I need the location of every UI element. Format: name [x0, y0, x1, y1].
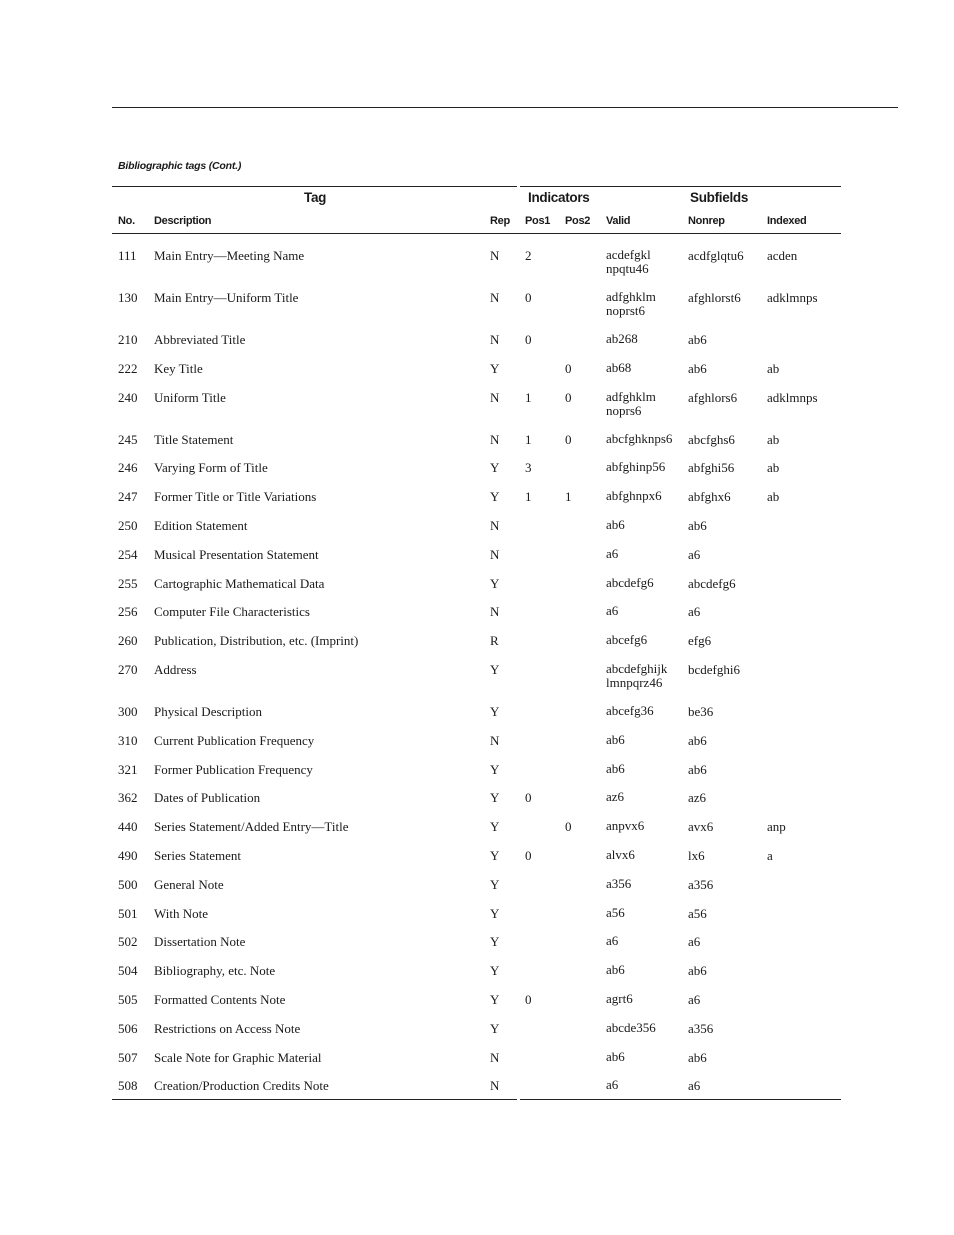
cell-desc: Varying Form of Title [154, 460, 268, 476]
cell-valid [606, 290, 656, 318]
cell-no: 111 [118, 248, 137, 263]
cell-desc: Creation/Production Credits Note [154, 1078, 329, 1094]
cell-desc: Scale Note for Graphic Material [154, 1049, 322, 1065]
cell-valid [606, 790, 624, 804]
cell-valid-line: a6 [606, 1077, 619, 1093]
cell-valid-line: ab6 [606, 516, 625, 532]
table-row [112, 324, 841, 353]
cell-rep: Y [490, 905, 500, 921]
cell-nonrep: a6 [688, 1078, 701, 1094]
cell-valid-line: lmnpqrz46 [606, 674, 663, 690]
cell-valid-line: acdefgkl [606, 247, 651, 262]
cell-nonrep: avx6 [688, 819, 714, 835]
cell-indexed: ab [767, 360, 780, 376]
cell-rep: Y [490, 876, 500, 892]
col-header-indexed: Indexed [767, 215, 807, 227]
cell-no: 507 [118, 1049, 138, 1065]
cell-nonrep: abcdefg6 [688, 575, 736, 591]
cell-desc: Musical Presentation Statement [154, 546, 319, 562]
cell-rep: Y [490, 819, 500, 835]
cell-desc: Main Entry—Uniform Title [154, 290, 299, 305]
cell-nonrep: afghlors6 [688, 389, 738, 405]
cell-no: 130 [118, 290, 138, 305]
cell-no: 246 [118, 460, 138, 476]
table-row [112, 539, 841, 568]
cell-nonrep: abfghi56 [688, 460, 735, 476]
table-row [112, 481, 841, 510]
cell-indexed: anp [767, 819, 786, 835]
cell-no: 250 [118, 517, 138, 533]
cell-no: 254 [118, 546, 138, 562]
cell-rep: Y [490, 1020, 500, 1036]
cell-no: 240 [118, 389, 138, 405]
cell-desc: Restrictions on Access Note [154, 1020, 301, 1036]
cell-nonrep: afghlorst6 [688, 290, 741, 305]
cell-nonrep: abfghx6 [688, 489, 731, 505]
table-row [112, 840, 841, 869]
cell-valid-line: agrt6 [606, 990, 633, 1006]
cell-pos2: 0 [565, 819, 572, 835]
cell-no: 500 [118, 876, 138, 892]
cell-valid [606, 1078, 618, 1092]
table-row [112, 282, 841, 324]
cell-nonrep: efg6 [688, 633, 712, 649]
cell-rep: N [490, 604, 500, 620]
group-label-subfields: Subfields [690, 190, 749, 205]
cell-rep: Y [490, 847, 500, 863]
cell-rep: Y [490, 460, 500, 476]
cell-nonrep: ab6 [688, 332, 707, 347]
cell-valid [606, 848, 635, 862]
cell-valid-line: noprst6 [606, 303, 645, 318]
cell-valid [606, 547, 618, 561]
cell-valid [606, 733, 625, 747]
cell-valid [606, 248, 651, 276]
cell-valid [606, 934, 618, 948]
cell-nonrep: ab6 [688, 732, 707, 748]
cell-pos1: 0 [525, 991, 532, 1007]
cell-nonrep: a6 [688, 934, 701, 950]
cell-nonrep: ab6 [688, 963, 707, 979]
cell-valid-line: abcfghknps6 [606, 430, 673, 446]
table-row [112, 811, 841, 840]
cell-no: 490 [118, 847, 138, 863]
group-rule-right [520, 186, 841, 187]
cell-rep: N [490, 732, 500, 748]
cell-valid [606, 662, 667, 690]
cell-valid-line: abfghinp56 [606, 459, 666, 475]
cell-valid [606, 432, 672, 446]
cell-rep: N [490, 248, 500, 263]
cell-valid [606, 361, 631, 375]
cell-no: 300 [118, 703, 138, 719]
group-label-tag: Tag [304, 190, 327, 205]
table-row [112, 382, 841, 424]
cell-valid [606, 1050, 625, 1064]
table-row [112, 696, 841, 725]
cell-indexed: adklmnps [767, 389, 818, 405]
cell-desc: Uniform Title [154, 389, 226, 405]
cell-desc: Dissertation Note [154, 934, 246, 950]
cell-rep: N [490, 389, 500, 405]
col-header-nonrep: Nonrep [688, 215, 725, 227]
group-header-row [112, 186, 841, 210]
cell-no: 210 [118, 332, 138, 347]
cell-valid-line: az6 [606, 789, 625, 805]
cell-desc: Main Entry—Meeting Name [154, 248, 305, 263]
table-row [112, 568, 841, 597]
cell-valid-line: a6 [606, 545, 619, 561]
cell-desc: Publication, Distribution, etc. (Imprint) [154, 633, 359, 649]
cell-valid-line: ab6 [606, 760, 625, 776]
cell-nonrep: a6 [688, 604, 701, 620]
cell-valid-line: abcdefghijk [606, 660, 668, 676]
col-header-description: Description [154, 215, 212, 227]
cell-valid [606, 762, 625, 776]
cell-valid-line: ab6 [606, 731, 625, 747]
table-row [112, 625, 841, 654]
bottom-rule-gap [517, 1099, 520, 1100]
cell-pos1: 2 [525, 248, 532, 263]
cell-valid-line: ab6 [606, 962, 625, 978]
table-row [112, 510, 841, 539]
cell-no: 222 [118, 360, 138, 376]
cell-desc: Current Publication Frequency [154, 732, 315, 748]
cell-desc: Former Title or Title Variations [154, 489, 317, 505]
cell-desc: Address [154, 661, 197, 677]
cell-no: 245 [118, 431, 138, 447]
bibliographic-tags-table [112, 186, 841, 1100]
table-row [112, 452, 841, 481]
cell-valid-line: ab6 [606, 1048, 625, 1064]
cell-pos1: 3 [525, 460, 532, 476]
table-row [112, 869, 841, 898]
cell-valid-line: abcdefg6 [606, 574, 654, 590]
cell-no: 504 [118, 963, 138, 979]
cell-valid-line: a56 [606, 904, 625, 920]
cell-nonrep: az6 [688, 790, 707, 806]
cell-no: 506 [118, 1020, 138, 1036]
cell-valid [606, 992, 633, 1006]
table-row [112, 754, 841, 783]
cell-rep: N [490, 517, 500, 533]
cell-pos2: 0 [565, 360, 572, 376]
cell-valid [606, 460, 665, 474]
cell-rep: Y [490, 761, 500, 777]
cell-no: 256 [118, 604, 138, 620]
cell-rep: N [490, 431, 500, 447]
cell-nonrep: be36 [688, 703, 714, 719]
cell-valid [606, 704, 654, 718]
cell-valid-line: ab68 [606, 359, 632, 375]
cell-nonrep: acdfglqtu6 [688, 248, 744, 263]
cell-desc: Formatted Contents Note [154, 991, 286, 1007]
table-row [112, 1042, 841, 1071]
cell-rep: N [490, 546, 500, 562]
table-body [112, 234, 841, 1100]
cell-nonrep: ab6 [688, 360, 707, 376]
cell-indexed: acden [767, 248, 798, 263]
cell-valid [606, 518, 625, 532]
cell-indexed: ab [767, 489, 780, 505]
cell-indexed: a [767, 847, 773, 863]
table-row [112, 240, 841, 282]
cell-nonrep: a6 [688, 546, 701, 562]
cell-desc: Abbreviated Title [154, 332, 246, 347]
cell-no: 321 [118, 761, 138, 777]
cell-valid [606, 604, 618, 618]
cell-valid [606, 906, 625, 920]
cell-pos1: 0 [525, 290, 532, 305]
cell-desc: Cartographic Mathematical Data [154, 575, 325, 591]
cell-rep: Y [490, 489, 500, 505]
cell-rep: Y [490, 661, 500, 677]
cell-indexed: adklmnps [767, 290, 818, 305]
cell-no: 508 [118, 1078, 138, 1094]
cell-nonrep: a56 [688, 905, 707, 921]
cell-desc: Series Statement/Added Entry—Title [154, 819, 349, 835]
col-header-pos2: Pos2 [565, 215, 591, 227]
table-row [112, 353, 841, 382]
cell-pos1: 1 [525, 431, 532, 447]
cell-valid-line: abfghnpx6 [606, 488, 662, 504]
cell-valid-line: ab268 [606, 331, 638, 346]
cell-nonrep: a356 [688, 876, 714, 892]
cell-valid [606, 489, 662, 503]
cell-valid-line: abcefg6 [606, 632, 648, 648]
col-header-valid: Valid [606, 215, 631, 227]
cell-pos2: 0 [565, 431, 572, 447]
cell-pos1: 0 [525, 790, 532, 806]
cell-no: 505 [118, 991, 138, 1007]
cell-nonrep: ab6 [688, 761, 707, 777]
table-row [112, 898, 841, 927]
cell-desc: Dates of Publication [154, 790, 261, 806]
cell-rep: Y [490, 703, 500, 719]
col-header-no: No. [118, 215, 135, 227]
cell-indexed: ab [767, 431, 780, 447]
cell-valid-line: alvx6 [606, 846, 635, 862]
cell-valid [606, 1021, 656, 1035]
table-row [112, 782, 841, 811]
cell-nonrep: abcfghs6 [688, 431, 735, 447]
cell-nonrep: ab6 [688, 1049, 707, 1065]
cell-valid [606, 963, 625, 977]
cell-valid-line: abcefg36 [606, 702, 654, 718]
cell-pos1: 1 [525, 489, 532, 505]
cell-nonrep: lx6 [688, 847, 705, 863]
cell-valid-line: a6 [606, 933, 619, 949]
cell-nonrep: ab6 [688, 517, 707, 533]
table-row [112, 424, 841, 453]
cell-indexed: ab [767, 460, 780, 476]
cell-nonrep: bcdefghi6 [688, 661, 740, 677]
table-row [112, 1013, 841, 1042]
cell-desc: Title Statement [154, 431, 234, 447]
group-label-indicators: Indicators [528, 190, 590, 205]
table-row [112, 926, 841, 955]
table-row [112, 725, 841, 754]
cell-valid-line: abcde356 [606, 1019, 656, 1035]
cell-valid-line: a356 [606, 875, 632, 891]
cell-rep: N [490, 290, 500, 305]
cell-rep: Y [490, 360, 500, 376]
table-row [112, 1070, 841, 1099]
cell-valid [606, 819, 644, 833]
cell-valid-line: adfghklm [606, 289, 656, 304]
cell-no: 440 [118, 819, 138, 835]
cell-no: 260 [118, 633, 138, 649]
cell-desc: Bibliography, etc. Note [154, 963, 276, 979]
cell-valid-line: adfghklm [606, 388, 656, 404]
cell-rep: N [490, 332, 500, 347]
cell-no: 502 [118, 934, 138, 950]
cell-no: 501 [118, 905, 138, 921]
cell-rep: Y [490, 790, 500, 806]
cell-no: 247 [118, 489, 138, 505]
cell-rep: Y [490, 963, 500, 979]
cell-valid-line: a6 [606, 603, 619, 619]
group-rule-tag [112, 186, 517, 187]
cell-rep: Y [490, 991, 500, 1007]
cell-desc: Former Publication Frequency [154, 761, 313, 777]
cell-valid [606, 332, 638, 346]
table-row [112, 984, 841, 1013]
col-header-pos1: Pos1 [525, 215, 551, 227]
cell-rep: N [490, 1078, 500, 1094]
cell-valid [606, 633, 647, 647]
table-row [112, 654, 841, 696]
cell-no: 255 [118, 575, 138, 591]
cell-valid [606, 877, 631, 891]
cell-desc: Series Statement [154, 847, 242, 863]
cell-nonrep: a6 [688, 991, 701, 1007]
cell-valid-line: npqtu46 [606, 261, 649, 276]
cell-desc: With Note [154, 905, 208, 921]
cell-valid-line: noprs6 [606, 402, 642, 418]
cell-desc: Computer File Characteristics [154, 604, 310, 620]
cell-rep: Y [490, 934, 500, 950]
cell-desc: Physical Description [154, 703, 262, 719]
cell-valid [606, 390, 656, 418]
cell-valid-line: anpvx6 [606, 818, 645, 834]
column-header-row [112, 210, 841, 234]
cell-no: 270 [118, 661, 138, 677]
cell-desc: Key Title [154, 360, 203, 376]
cell-rep: N [490, 1049, 500, 1065]
cell-pos2: 0 [565, 389, 572, 405]
cell-pos1: 1 [525, 389, 532, 405]
table-caption: Bibliographic tags (Cont.) [118, 160, 242, 172]
cell-no: 362 [118, 790, 138, 806]
cell-pos1: 0 [525, 847, 532, 863]
cell-desc: General Note [154, 876, 224, 892]
cell-pos1: 0 [525, 332, 532, 347]
cell-rep: R [490, 633, 499, 649]
col-header-rep: Rep [490, 215, 510, 227]
cell-nonrep: a356 [688, 1020, 714, 1036]
cell-no: 310 [118, 732, 138, 748]
cell-rep: Y [490, 575, 500, 591]
cell-valid [606, 576, 654, 590]
cell-desc: Edition Statement [154, 517, 248, 533]
cell-pos2: 1 [565, 489, 572, 505]
table-row [112, 596, 841, 625]
table-row [112, 955, 841, 984]
top-rule [112, 107, 898, 108]
